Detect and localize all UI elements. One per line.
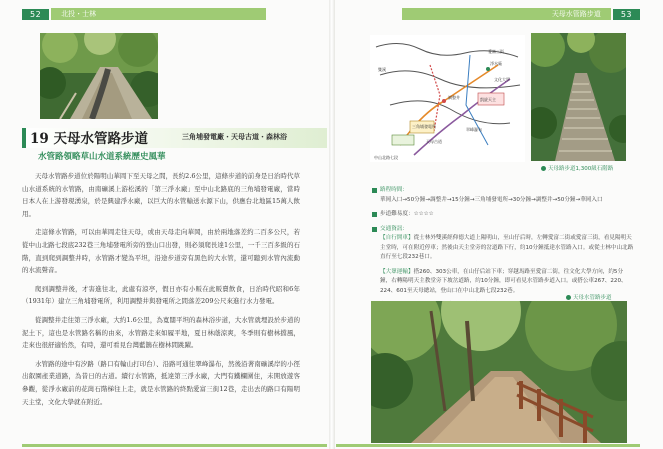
forest-trail-photo: [371, 301, 627, 443]
map-label: 三角埔發電所: [412, 124, 436, 129]
paragraph: 從調整井走往第三淨水廠，大約1.6公里，為寬闊平坦的森林浴步道，大水管就埋設於步道的泥土下，這也是水管路名稱的由來，水管路走來如履平地，夏日林蔭涼爽，冬季則有樹林擋風，走來也很舒適怡然，有時，還可看見台灣藍鵲在樹林間跳躍。: [22, 315, 300, 350]
stone-stairs-photo: [531, 33, 626, 161]
right-footer-rule: [336, 444, 640, 447]
transport-row: [372, 225, 634, 235]
difficulty-label: 步道難易度：☆☆☆☆: [380, 211, 434, 217]
transport-label: 交通資訊：: [380, 225, 408, 232]
left-page-header: [22, 7, 300, 21]
bullet-square-icon: [372, 212, 377, 217]
right-page-number: 53: [613, 9, 640, 20]
map-label: 中山北路七段: [374, 155, 398, 160]
bus-tag: 【大眾運輸】: [380, 268, 414, 275]
page-gutter: [329, 0, 335, 449]
map-label: 翠峰瀑布: [466, 127, 482, 132]
route-map: [370, 35, 525, 162]
title-subtitle: 三角埔發電廠・天母古道・森林浴: [182, 132, 287, 141]
map-label: 文化大學: [494, 77, 510, 82]
pipe-trail-photo: [40, 33, 158, 119]
left-section-title: 北投・士林: [51, 8, 266, 20]
bullet-square-icon: [372, 227, 377, 232]
route-time-row: [372, 186, 634, 196]
bullet-square-icon: [372, 188, 377, 193]
paragraph: 天母水管路步道位於陽明山華岡下至天母之間，長約2.6公里，這條步道的前身是日治時代草山水道系統的水管路，由南礦溪上游松溪的「第三淨水廠」至中山北路底的三角埔發電廠，當時日本人在上游發現湧泉，於是興建淨水廠，以巨大的水管輸送水源下山，供應台北地區15萬人飲用。: [22, 172, 300, 218]
paragraph: 走這條水管路，可以由華岡走往天母，或由天母走向華岡，由於兩地落差約二百多公尺，若從中山北路七段底232巷三角埔發電所旁的登山口出發，則必須爬長達1公里，一千三百多級的石階，直到爬到調整井時，水管路才變為平坦，沿途步道旁有黑色的大水管，還可聽到水管內流動的水流聲音。: [22, 228, 300, 275]
title-banner: [22, 122, 327, 167]
stairs-photo-caption: [541, 164, 613, 172]
map-label: 天母古道: [426, 139, 442, 144]
route-time-label: 路程時間：: [380, 187, 408, 193]
page-title: 19 天母水管路步道: [30, 131, 148, 147]
trail-photo-caption: [566, 293, 612, 301]
map-label: 愛富三街: [488, 49, 504, 54]
caption-text: 天母路步道1,300級石階路: [548, 166, 614, 172]
paragraph: 水管路的途中有汐路（路口有輪山打印台）、沿路可通往翠峰瀑布，然後沿著南礦溪岸的小徑出叡園產業道路，為昔日的古道。續行水管路，抵達第三淨水廠，大門有鐵欄圍住，未開放遊客參觀，從淨水廠前的花崗石階梯往上走，就是水管路的終點愛富三街12巷，走出去的路口有陽明天主堂，文化大學就在附近。: [22, 359, 300, 406]
bus-text: 搭260、303公車，在山仔后站下車；穿越馬路至愛富二街，往文化大學方向，約5分鐘，右轉陽明天主教堂旁下坡岔道路，約10分鐘，即可看見水管路步道入口。或搭公車267、220、224、601至天母總站，登山口在中山北路七段232巷。: [380, 268, 627, 294]
self-drive-text: 從士林外雙溪經仰德大道上陽明山，至山仔后時，左轉愛富二街或愛富三街，看見陽明天主堂時，可在附近停車；然後由天主堂旁的岔道路下行，約10分鐘抵達水管路入口。或從士林中山北路直行至七段232巷口。: [380, 235, 634, 260]
self-drive-info: [372, 234, 634, 263]
bus-info: [372, 268, 634, 297]
caption-text: 天母水管路步道: [573, 295, 612, 301]
paragraph: 爬到調整井後，才害進往北，此處有涼亭，假日亦有小販在此販賣飲食，日治時代昭和6年（1931年）建立三角埔發電所，利用調整井與發電所之間落差209公尺來進行水力發電。: [22, 284, 300, 306]
title-tagline: 水管路領略草山水道系統歷史風華: [38, 152, 166, 162]
right-section-title: 天母水管路步道: [402, 8, 611, 20]
right-page-header: [386, 7, 640, 21]
article-body: [22, 170, 300, 414]
map-label: 雙溪: [378, 67, 386, 72]
route-time-text: 華岡入口→50分鐘→調整井→15分鐘→三角埔發電所→30分鐘→調整井→50分鐘→華岡入口: [380, 196, 603, 203]
route-map-drawing: [370, 35, 525, 162]
map-label: 凱旋天主: [480, 97, 496, 102]
left-footer-rule: [22, 444, 327, 447]
left-page-number: 52: [22, 9, 49, 20]
map-label: 淨水廠: [490, 61, 502, 66]
map-label: 調整井: [448, 95, 460, 100]
difficulty-row: [372, 210, 634, 220]
caption-dot-icon: [541, 166, 546, 171]
self-drive-tag: 【自行開車】: [380, 235, 414, 241]
caption-dot-icon: [566, 295, 571, 300]
